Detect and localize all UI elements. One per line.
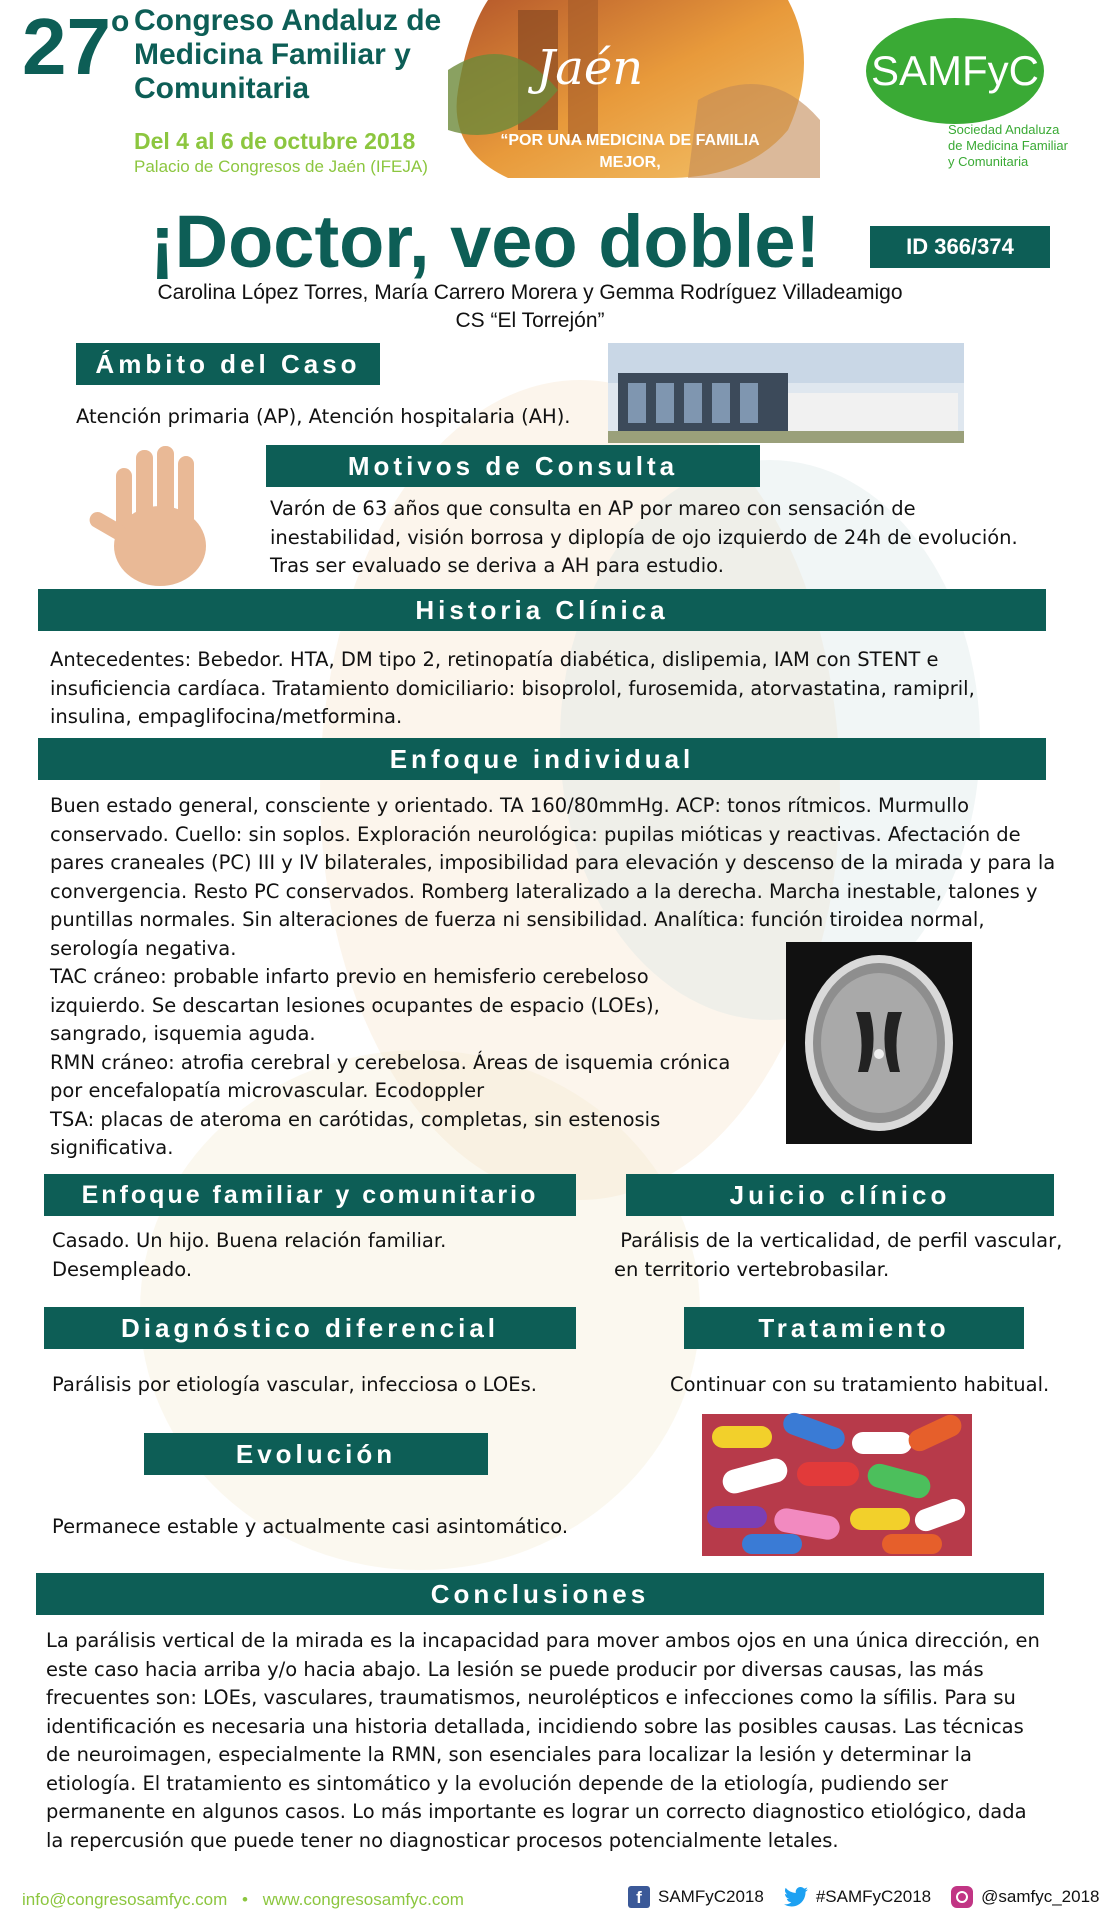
familiar-heading: Enfoque familiar y comunitario [44,1174,576,1216]
enfoque-individual-text: Buen estado general, consciente y orientado. TA 160/80mmHg. ACP: tonos rítmicos. Murmullo conservado. Cuello: sin soplos. Exploración neurológica: pupilas mióticas y reactivas. Afectación de pares craneales (PC) III y IV bilaterales, imposibilidad para elevación y descenso de la mirada y para la convergencia. Resto PC conservados. Romberg lateralizado a la derecha. Marcha inestable, talones y puntillas normales. Sin alteraciones de fuerza ni sensibilidad. Analítica: función tiroidea normal, serología negativa. TAC cráneo: probable infarto previo en hemisferio cerebeloso izquierdo. Se descartan lesiones ocupantes de espacio (LOEs), sangrado, isquemia aguda. RMN cráneo: atrofia cerebral y cerebelosa. Áreas de isquemia crónica por encefalopatía microvascular. Ecodoppler TSA: placas de ateroma en carótidas, completas, sin estenosis significativa. [50,794,1056,1159]
diferencial-heading: Diagnóstico diferencial [44,1307,576,1349]
instagram-icon [951,1886,973,1908]
tratamiento-text: Continuar con su tratamiento habitual. [670,1373,1050,1396]
footer-contacts [22,1890,464,1910]
footer-email[interactable]: info@congresosamfyc.com [22,1890,228,1909]
evolucion-heading: Evolución [144,1433,488,1475]
hospital-building-image [608,343,964,443]
society-name: Sociedad Andaluza de Medicina Familiar y Comunitaria [948,122,1068,169]
pills-photo [702,1414,972,1556]
congress-title: Congreso Andaluz de Medicina Familiar y Comunitaria [134,4,442,105]
edition-number: 27$^o$ [22,2,130,91]
historia-text: Antecedentes: Bebedor. HTA, DM tipo 2, retinopatía diabética, dislipemia, IAM con STENT e insuficiencia cardíaca. Tratamiento domiciliario: bisoprolol, furosemida, atorvastatina, ramipril, insulina, empaglifocina/metformina. [50,648,975,728]
twitter-handle[interactable]: #SAMFyC2018 [815,1887,932,1906]
poster-title: ¡Doctor, veo doble! [150,200,821,283]
footer-bullet: • [242,1890,248,1909]
samfyc-logo [866,18,1044,124]
enfoque-individual-heading: Enfoque individual [38,738,1046,780]
authors: Carolina López Torres, María Carrero Morera y Gemma Rodríguez Villadeamigo [157,281,903,304]
id-badge: ID 366/374 [870,226,1050,268]
conclusiones-text: La parálisis vertical de la mirada es la incapacidad para mover ambos ojos en una única dirección, en este caso hacia arriba y/o hacia abajo. La lesión se puede producir por diversas causas, las más frecuentes son: LOEs, vasculares, traumatismos, neurolépticos e infecciones como la sífilis. Para su identificación es necesaria una historia detallada, incidiendo sobre las posibles causas. Las técnicas de neuroimagen, especialmente la RMN, son esenciales para localizar la lesión y determinar la etiología. El tratamiento es sintomático y la evolución depende de la etiología, pudiendo ser permanente en algunos casos. Lo más importante es lograr un correcto diagnostico etiológico, dada la repercusión que puede tener no diagnosticar procesos potencialmente letales. [46,1629,1040,1852]
footer-social [628,1886,1099,1908]
historia-heading: Historia Clínica [38,589,1046,631]
congress-venue: Palacio de Congresos de Jaén (IFEJA) [134,157,428,176]
evolucion-text: Permanece estable y actualmente casi asintomático. [52,1515,569,1538]
familiar-text: Casado. Un hijo. Buena relación familiar. Desempleado. [52,1229,447,1281]
footer-website[interactable]: www.congresosamfyc.com [262,1890,464,1909]
diferencial-text: Parálisis por etiología vascular, infecciosa o LOEs. [52,1373,537,1396]
brain-ct-image [786,942,972,1144]
hospital-photo [608,343,964,443]
facebook-handle[interactable]: SAMFyC2018 [658,1887,764,1906]
twitter-icon [784,1887,808,1907]
health-center: CS “El Torrejón” [455,309,605,332]
tratamiento-heading: Tratamiento [684,1307,1024,1349]
motivos-heading: Motivos de Consulta [266,445,760,487]
hand-four-fingers-image [74,428,232,586]
pills-image [702,1414,972,1556]
ct-scan-photo [786,942,972,1144]
instagram-handle[interactable]: @samfyc_2018 [981,1887,1099,1906]
ambito-text: Atención primaria (AP), Atención hospitalaria (AH). [76,405,571,428]
congress-dates: Del 4 al 6 de octubre 2018 [134,128,416,154]
conclusiones-heading: Conclusiones [36,1573,1044,1615]
facebook-icon: f [628,1886,650,1908]
city-name: Jaén [536,40,644,96]
juicio-text: Parálisis de la verticalidad, de perfil vascular, en territorio vertebrobasilar. [614,1229,1063,1281]
motivos-text: Varón de 63 años que consulta en AP por mareo con sensación de inestabilidad, visión borrosa y diplopía de ojo izquierdo de 24h de evolución. Tras ser evaluado se deriva a AH para estudio. [270,497,1018,577]
samfyc-logo-text: SAMFyC [871,47,1039,94]
juicio-heading: Juicio clínico [626,1174,1054,1216]
congress-motto: “POR UNA MEDICINA DE FAMILIA MEJOR, NUESTRO GRAN RETO” [500,132,760,193]
hand-photo [74,428,232,586]
ambito-heading: Ámbito del Caso [76,343,380,385]
